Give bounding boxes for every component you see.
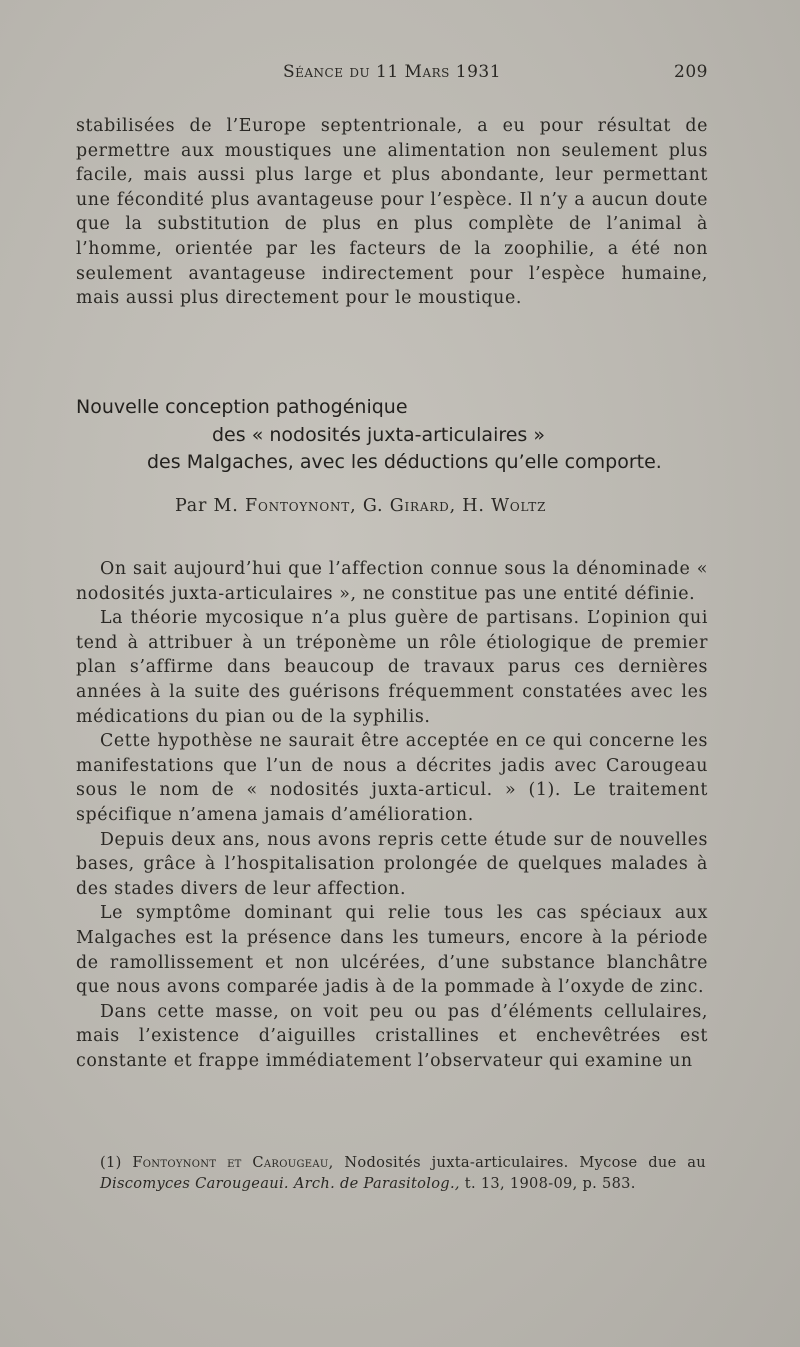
footnote-reference: t. 13, 1908-09, p. 583. — [464, 1175, 636, 1192]
footnote-marker: (1) — [100, 1154, 122, 1171]
page-number: 209 — [674, 62, 708, 82]
footnote-journal: Arch. de Parasitolog., — [293, 1175, 460, 1192]
byline-authors: Fontoynont, G. Girard, H. Woltz — [245, 496, 547, 516]
continued-paragraph: stabilisées de l’Europe septentrionale, a eu pour résultat de permettre aux moustiques une alimentation non seulement plus facile, mais aussi plus large et plus abondante, leur permettant une fécondité plus avantageuse pour l’espèce. Il n’y a aucun doute que la substitution de plus en plus complète de l’animal à l’homme, orientée par les facteurs de la zoophilie, a été non seulement avantageuse indirectement pour l’espèce humaine, mais aussi plus directement pour le moustique. — [76, 116, 708, 309]
body-paragraph: Le symptôme dominant qui relie tous les cas spéciaux aux Malgaches est la présence dans les tumeurs, encore à la période de ramollissement et non ulcérées, d’une substance blanchâtre que nous avons comparée jadis à de la pommade à l’oxyde de zinc. — [76, 903, 708, 998]
page-header — [76, 62, 708, 86]
body-paragraph: Cette hypothèse ne saurait être acceptée en ce qui concerne les manifestations que l’un de nous a décrites jadis avec Carougeau sous le nom de « nodosités juxta-articul. » (1). Le traitement spécifique n’amena jamais d’amélioration. — [76, 731, 708, 825]
article-title-line-3: des Malgaches, avec les déductions qu’elle comporte. — [147, 451, 662, 473]
body-paragraph: La théorie mycosique n’a plus guère de partisans. L’opinion qui tend à attribuer à un tréponème un rôle étiologique de premier plan s’affirme dans beaucoup de travaux parus ces dernières années à la suite des guérisons fréquemment constatées avec les médications du pian ou de la syphilis. — [76, 608, 708, 727]
article-title-line-2: des « nodosités juxta-articulaires » — [212, 424, 545, 446]
article-body — [76, 557, 708, 1073]
article-title-line-1: Nouvelle conception pathogénique — [76, 396, 408, 418]
body-paragraph: On sait aujourd’hui que l’affection connue sous la dénominade « nodosités juxta-articulaires », ne constitue pas une entité définie. — [76, 559, 708, 604]
byline-prefix: Par M. — [175, 496, 239, 516]
footnote — [100, 1152, 706, 1194]
footnote-species: Discomyces Carougeaui. — [100, 1175, 289, 1192]
body-paragraph: Depuis deux ans, nous avons repris cette étude sur de nouvelles bases, grâce à l’hospitalisation prolongée de quelques malades à des stades divers de leur affection. — [76, 829, 708, 899]
byline — [175, 496, 546, 516]
running-title: Séance du 11 Mars 1931 — [282, 62, 502, 82]
body-paragraph: Dans cette masse, on voit peu ou pas d’éléments cellulaires, mais l’existence d’aiguilles cristallines et enchevêtrées est constante et frappe immédiatement l’observateur qui examine un — [76, 1001, 708, 1071]
footnote-text: Nodosités juxta-articulaires. Mycose due au — [344, 1154, 706, 1171]
footnote-authors: Fontoynont et Carougeau, — [132, 1154, 334, 1171]
